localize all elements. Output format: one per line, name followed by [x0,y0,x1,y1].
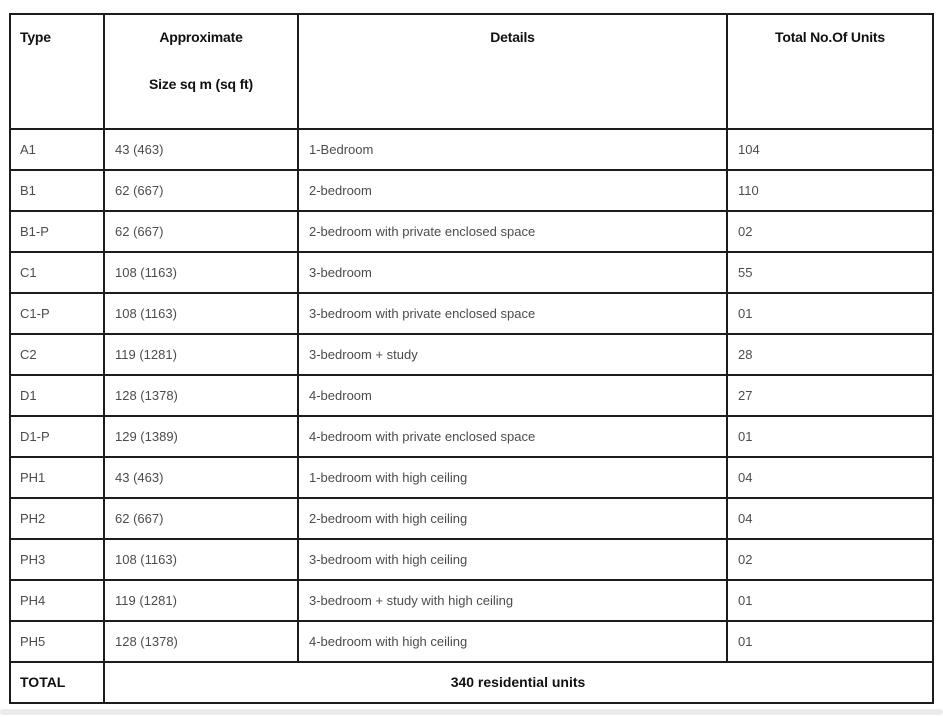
table-row [10,334,933,375]
header-size [104,14,298,129]
size-cell: 119 (1281) [104,334,298,375]
header-size-line1: Approximate [159,29,243,45]
details-cell: 3-bedroom [298,252,727,293]
type-cell: C1 [10,252,104,293]
units-cell: 110 [727,170,933,211]
size-cell: 119 (1281) [104,580,298,621]
total-label: TOTAL [10,662,104,703]
type-cell: D1-P [10,416,104,457]
size-cell: 62 (667) [104,170,298,211]
type-cell: PH5 [10,621,104,662]
table-row [10,416,933,457]
details-cell: 1-Bedroom [298,129,727,170]
header-details: Details [298,14,727,129]
table-row [10,293,933,334]
table-row [10,170,933,211]
size-cell: 108 (1163) [104,252,298,293]
header-row [10,14,933,129]
units-cell: 28 [727,334,933,375]
units-cell: 01 [727,580,933,621]
size-cell: 62 (667) [104,498,298,539]
details-cell: 3-bedroom + study [298,334,727,375]
table-row [10,252,933,293]
units-cell: 04 [727,498,933,539]
table-row [10,539,933,580]
type-cell: C1-P [10,293,104,334]
type-cell: PH2 [10,498,104,539]
size-cell: 129 (1389) [104,416,298,457]
total-value: 340 residential units [104,662,933,703]
header-units: Total No.Of Units [727,14,933,129]
units-cell: 02 [727,539,933,580]
size-cell: 128 (1378) [104,621,298,662]
size-cell: 43 (463) [104,129,298,170]
type-cell: D1 [10,375,104,416]
size-cell: 62 (667) [104,211,298,252]
table-row [10,129,933,170]
table-row [10,580,933,621]
details-cell: 3-bedroom + study with high ceiling [298,580,727,621]
type-cell: B1 [10,170,104,211]
details-cell: 4-bedroom [298,375,727,416]
type-cell: B1-P [10,211,104,252]
details-cell: 2-bedroom [298,170,727,211]
units-cell: 01 [727,293,933,334]
table-row [10,375,933,416]
total-row [10,662,933,703]
size-cell: 128 (1378) [104,375,298,416]
units-cell: 104 [727,129,933,170]
page-edge-strip [0,709,943,715]
size-cell: 108 (1163) [104,539,298,580]
unit-mix-table [9,13,934,704]
table-row [10,211,933,252]
details-cell: 4-bedroom with high ceiling [298,621,727,662]
details-cell: 3-bedroom with private enclosed space [298,293,727,334]
units-cell: 01 [727,621,933,662]
units-cell: 01 [727,416,933,457]
size-cell: 108 (1163) [104,293,298,334]
header-size-line2: Size sq m (sq ft) [149,76,253,92]
details-cell: 2-bedroom with private enclosed space [298,211,727,252]
size-cell: 43 (463) [104,457,298,498]
type-cell: A1 [10,129,104,170]
units-cell: 02 [727,211,933,252]
details-cell: 3-bedroom with high ceiling [298,539,727,580]
table-row [10,498,933,539]
units-cell: 27 [727,375,933,416]
type-cell: PH3 [10,539,104,580]
details-cell: 2-bedroom with high ceiling [298,498,727,539]
table-row [10,457,933,498]
details-cell: 4-bedroom with private enclosed space [298,416,727,457]
units-cell: 55 [727,252,933,293]
table-row [10,621,933,662]
header-type: Type [10,14,104,129]
units-cell: 04 [727,457,933,498]
details-cell: 1-bedroom with high ceiling [298,457,727,498]
type-cell: PH4 [10,580,104,621]
type-cell: C2 [10,334,104,375]
type-cell: PH1 [10,457,104,498]
